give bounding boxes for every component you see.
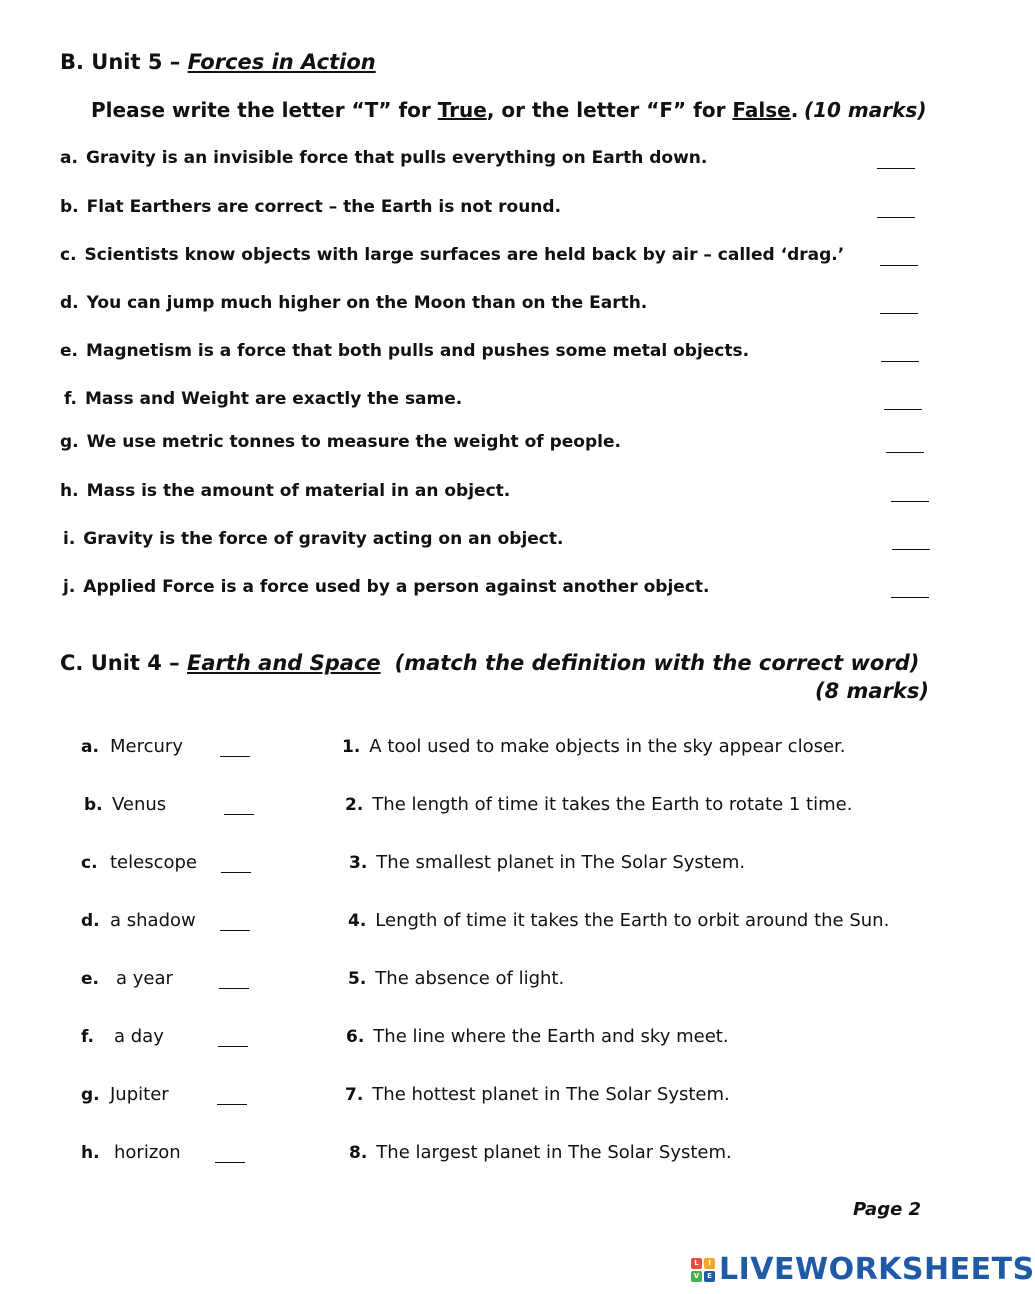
tf-question [60, 341, 749, 361]
tf-question-text: Applied Force is a force used by a person against another object. [83, 577, 710, 597]
tf-question-label: c. [60, 245, 77, 265]
answer-blank[interactable] [891, 487, 929, 502]
section-c-instruction: (match the definition with the correct word) [394, 651, 920, 675]
tf-question [63, 529, 563, 549]
match-definition-text: The length of time it takes the Earth to rotate 1 time. [372, 794, 853, 815]
match-definition-number: 7. [345, 1085, 364, 1105]
tf-question-text: Flat Earthers are correct – the Earth is not round. [86, 197, 562, 217]
logo-cell: E [704, 1271, 715, 1282]
section-b-prefix: B. Unit 5 – [60, 50, 188, 74]
tf-question-text: Gravity is an invisible force that pulls everything on Earth down. [85, 148, 708, 168]
section-b-instruction [91, 98, 798, 122]
match-word-label: c. [81, 853, 98, 873]
section-c-heading [60, 651, 919, 675]
tf-question-label: b. [60, 197, 79, 217]
instruction-text-mid: , or the letter “F” for [486, 98, 733, 122]
match-word: a day [114, 1026, 164, 1047]
match-definition-number: 2. [345, 795, 364, 815]
tf-question-text: Mass and Weight are exactly the same. [84, 389, 463, 409]
instruction-end: . [790, 98, 799, 122]
logo-cell: I [704, 1258, 715, 1269]
tf-question-text: Gravity is the force of gravity acting on an object. [83, 529, 564, 549]
match-answer-blank[interactable] [220, 916, 250, 931]
match-word-label: h. [81, 1143, 100, 1163]
tf-question-label: a. [60, 148, 78, 168]
tf-question-label: g. [60, 432, 79, 452]
match-answer-blank[interactable] [220, 742, 250, 757]
match-word-label: a. [81, 737, 99, 757]
instruction-false: False [732, 98, 791, 122]
tf-question [60, 432, 621, 452]
match-definition [349, 852, 745, 873]
logo-cell: L [691, 1258, 702, 1269]
tf-question [63, 577, 710, 597]
match-word: Jupiter [110, 1084, 169, 1105]
match-word: Venus [112, 794, 167, 815]
tf-question-label: d. [60, 293, 79, 313]
match-word-label: d. [81, 911, 100, 931]
match-answer-blank[interactable] [221, 858, 251, 873]
match-definition-number: 8. [349, 1143, 368, 1163]
answer-blank[interactable] [892, 535, 930, 550]
tf-question-text: We use metric tonnes to measure the weight of people. [86, 432, 621, 452]
match-definition-number: 1. [342, 737, 361, 757]
tf-question-text: Mass is the amount of material in an object. [86, 481, 511, 501]
answer-blank[interactable] [886, 438, 924, 453]
tf-question [60, 148, 707, 168]
match-word: telescope [110, 852, 197, 873]
tf-question [60, 197, 561, 217]
logo-icon [691, 1258, 715, 1282]
tf-question-label: h. [60, 481, 79, 501]
match-word-label: e. [81, 969, 99, 989]
match-answer-blank[interactable] [219, 974, 249, 989]
match-definition [342, 736, 846, 757]
match-word-label: g. [81, 1085, 100, 1105]
liveworksheets-logo [691, 1252, 1035, 1287]
match-definition [345, 1084, 730, 1105]
match-definition-number: 4. [348, 911, 367, 931]
answer-blank[interactable] [877, 203, 915, 218]
match-answer-blank[interactable] [224, 800, 254, 815]
tf-question [64, 389, 462, 409]
match-word: a shadow [110, 910, 196, 931]
match-answer-blank[interactable] [217, 1090, 247, 1105]
tf-question-text: Scientists know objects with large surfaces are held back by air – called ‘drag.’ [84, 245, 845, 265]
logo-cell: V [691, 1271, 702, 1282]
match-definition [348, 910, 889, 931]
match-answer-blank[interactable] [215, 1148, 245, 1163]
match-definition-text: Length of time it takes the Earth to orbit around the Sun. [375, 910, 890, 931]
match-word-label: f. [81, 1027, 94, 1047]
tf-question-label: i. [63, 529, 76, 549]
instruction-true: True [437, 98, 487, 122]
section-c-title: Earth and Space [186, 651, 381, 675]
section-c-prefix: C. Unit 4 – [60, 651, 187, 675]
match-word-label: b. [84, 795, 103, 815]
match-answer-blank[interactable] [218, 1032, 248, 1047]
answer-blank[interactable] [891, 583, 929, 598]
answer-blank[interactable] [877, 154, 915, 169]
match-definition-number: 5. [348, 969, 367, 989]
tf-question [60, 293, 647, 313]
section-b-marks: (10 marks) [804, 98, 927, 122]
tf-question-text: Magnetism is a force that both pulls and pushes some metal objects. [86, 341, 750, 361]
tf-question-label: j. [63, 577, 76, 597]
match-definition [345, 794, 852, 815]
answer-blank[interactable] [880, 251, 918, 266]
match-definition-text: The hottest planet in The Solar System. [372, 1084, 730, 1105]
match-definition-text: The smallest planet in The Solar System. [376, 852, 746, 873]
section-c-marks: (8 marks) [815, 679, 929, 703]
answer-blank[interactable] [884, 395, 922, 410]
match-word: Mercury [110, 736, 183, 757]
match-definition-text: The absence of light. [375, 968, 565, 989]
match-definition [346, 1026, 729, 1047]
match-definition [349, 1142, 732, 1163]
section-b-heading [60, 50, 376, 74]
match-definition [348, 968, 564, 989]
match-definition-number: 6. [346, 1027, 365, 1047]
tf-question-label: e. [60, 341, 78, 361]
tf-question-label: f. [64, 389, 77, 409]
match-word: a year [116, 968, 173, 989]
answer-blank[interactable] [880, 299, 918, 314]
page-number: Page 2 [853, 1199, 922, 1220]
match-definition-text: The line where the Earth and sky meet. [373, 1026, 729, 1047]
match-definition-text: The largest planet in The Solar System. [376, 1142, 732, 1163]
answer-blank[interactable] [881, 347, 919, 362]
tf-question [60, 481, 510, 501]
tf-question-text: You can jump much higher on the Moon than on the Earth. [86, 293, 648, 313]
match-definition-text: A tool used to make objects in the sky appear closer. [369, 736, 846, 757]
instruction-text: Please write the letter “T” for [91, 98, 438, 122]
match-word: horizon [114, 1142, 181, 1163]
section-b-title: Forces in Action [187, 50, 376, 74]
match-definition-number: 3. [349, 853, 368, 873]
logo-text: LIVEWORKSHEETS [719, 1252, 1035, 1287]
tf-question [60, 245, 844, 265]
